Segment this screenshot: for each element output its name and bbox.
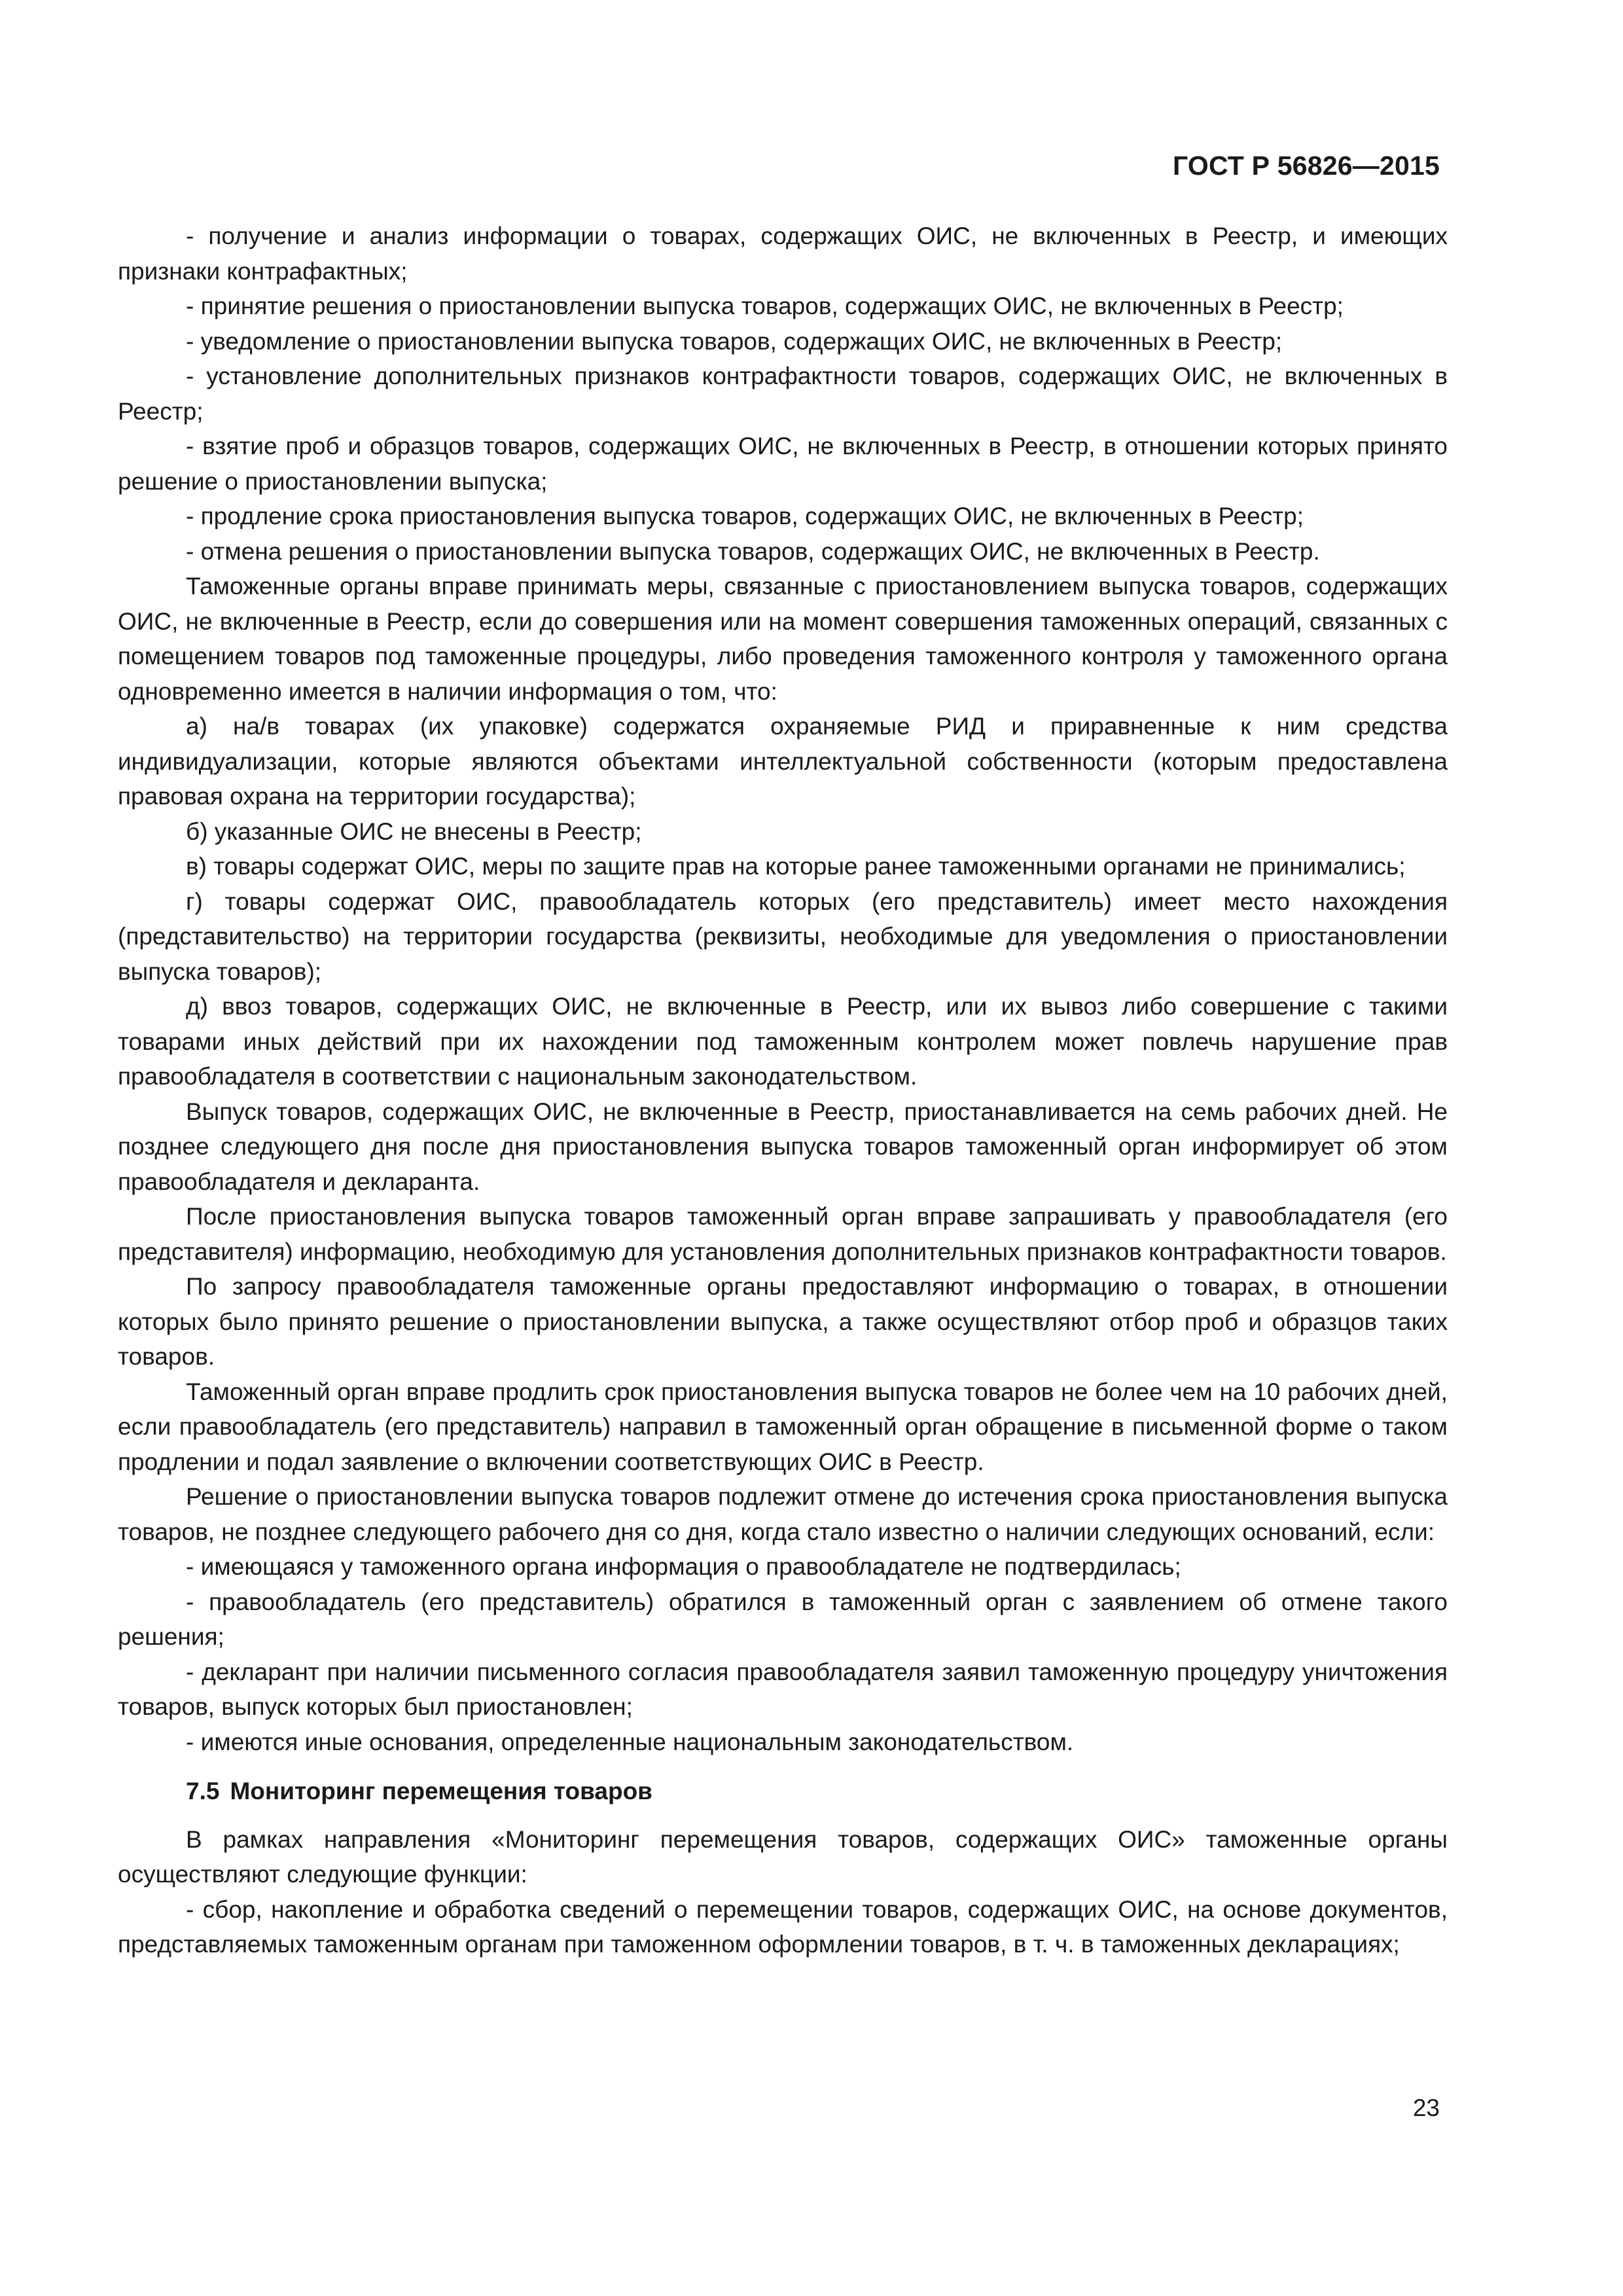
paragraph: - установление дополнительных признаков контрафактности товаров, содержащих ОИС, не включенных в Реестр; [118, 363, 1448, 425]
section-number: 7.5 [186, 1778, 220, 1804]
paragraph: - продление срока приостановления выпуска товаров, содержащих ОИС, не включенных в Реестр; [186, 503, 1304, 529]
document-code-header: ГОСТ Р 56826—2015 [1173, 151, 1440, 181]
paragraph: Выпуск товаров, содержащих ОИС, не включенные в Реестр, приостанавливается на семь рабочих дней. Не позднее следующего дня после дня приостановления выпуска товаров таможенный орган информирует об этом правообладателя и декларанта. [118, 1098, 1448, 1195]
document-body [118, 219, 1448, 1962]
paragraph: - уведомление о приостановлении выпуска товаров, содержащих ОИС, не включенных в Реестр; [186, 327, 1283, 355]
paragraph: - отмена решения о приостановлении выпуска товаров, содержащих ОИС, не включенных в Реестр. [186, 537, 1320, 565]
paragraph: Таможенные органы вправе принимать меры, связанные с приостановлением выпуска товаров, содержащих ОИС, не включенные в Реестр, если до совершения или на момент совершения таможенных операций, связанных с помещением товаров под таможенные процедуры, либо проведения таможенного контроля у таможенного органа одновременно имеется в наличии информация о том, что: [118, 573, 1448, 705]
page-number: 23 [1412, 2094, 1440, 2121]
paragraph: - принятие решения о приостановлении выпуска товаров, содержащих ОИС, не включенных в Реестр; [186, 293, 1344, 319]
paragraph: - получение и анализ информации о товарах, содержащих ОИС, не включенных в Реестр, и имеющих признаки контрафактных; [118, 223, 1448, 285]
paragraph: В рамках направления «Мониторинг перемещения товаров, содержащих ОИС» таможенные органы осуществляют следующие функции: [118, 1825, 1448, 1888]
paragraph: д) ввоз товаров, содержащих ОИС, не включенные в Реестр, или их вывоз либо совершение с такими товарами иных действий при их нахождении под таможенным контролем может повлечь нарушение прав правообладателя в соответствии с национальным законодательством. [118, 993, 1448, 1090]
paragraph: Таможенный орган вправе продлить срок приостановления выпуска товаров не более чем на 10 рабочих дней, если правообладатель (его представитель) направил в таможенный орган обращение в письменной форме о таком продлении и подал заявление о включении соответствующих ОИС в Реестр. [118, 1378, 1448, 1475]
paragraph: в) товары содержат ОИС, меры по защите прав на которые ранее таможенными органами не принимались; [186, 853, 1406, 880]
paragraph: г) товары содержат ОИС, правообладатель которых (его представитель) имеет место нахождения (представительство) на территории государства (реквизиты, необходимые для уведомления о приостановлении выпуска товаров); [118, 888, 1448, 985]
paragraph: - имеющаяся у таможенного органа информация о правообладателе не подтвердилась; [186, 1553, 1181, 1580]
paragraph: - взятие проб и образцов товаров, содержащих ОИС, не включенных в Реестр, в отношении которых принято решение о приостановлении выпуска; [118, 433, 1448, 495]
paragraph: - декларант при наличии письменного согласия правообладателя заявил таможенную процедуру уничтожения товаров, выпуск которых был приостановлен; [118, 1658, 1448, 1720]
paragraph: - имеются иные основания, определенные национальным законодательством. [186, 1728, 1074, 1755]
paragraph: Решение о приостановлении выпуска товаров подлежит отмене до истечения срока приостановления выпуска товаров, не позднее следующего рабочего дня со дня, когда стало известно о наличии следующих оснований, если: [118, 1483, 1448, 1545]
section-heading [118, 1774, 1448, 1809]
paragraph: - правообладатель (его представитель) обратился в таможенный орган с заявлением об отмене такого решения; [118, 1588, 1448, 1650]
paragraph: После приостановления выпуска товаров таможенный орган вправе запрашивать у правообладателя (его представителя) информацию, необходимую для установления дополнительных признаков контрафактности товаров. [118, 1203, 1448, 1265]
section-title: Мониторинг перемещения товаров [230, 1778, 652, 1804]
paragraph: По запросу правообладателя таможенные органы предоставляют информацию о товарах, в отношении которых было принято решение о приостановлении выпуска, а также осуществляют отбор проб и образцов таких товаров. [118, 1273, 1448, 1370]
paragraph: б) указанные ОИС не внесены в Реестр; [186, 817, 642, 845]
paragraph: а) на/в товарах (их упаковке) содержатся охраняемые РИД и приравненные к ним средства индивидуализации, которые являются объектами интеллектуальной собственности (которым предоставлена правовая охрана на территории государства); [118, 713, 1448, 810]
paragraph: - сбор, накопление и обработка сведений о перемещении товаров, содержащих ОИС, на основе документов, представляемых таможенным органам при таможенном оформлении товаров, в т. ч. в таможенных декларациях; [118, 1895, 1448, 1958]
